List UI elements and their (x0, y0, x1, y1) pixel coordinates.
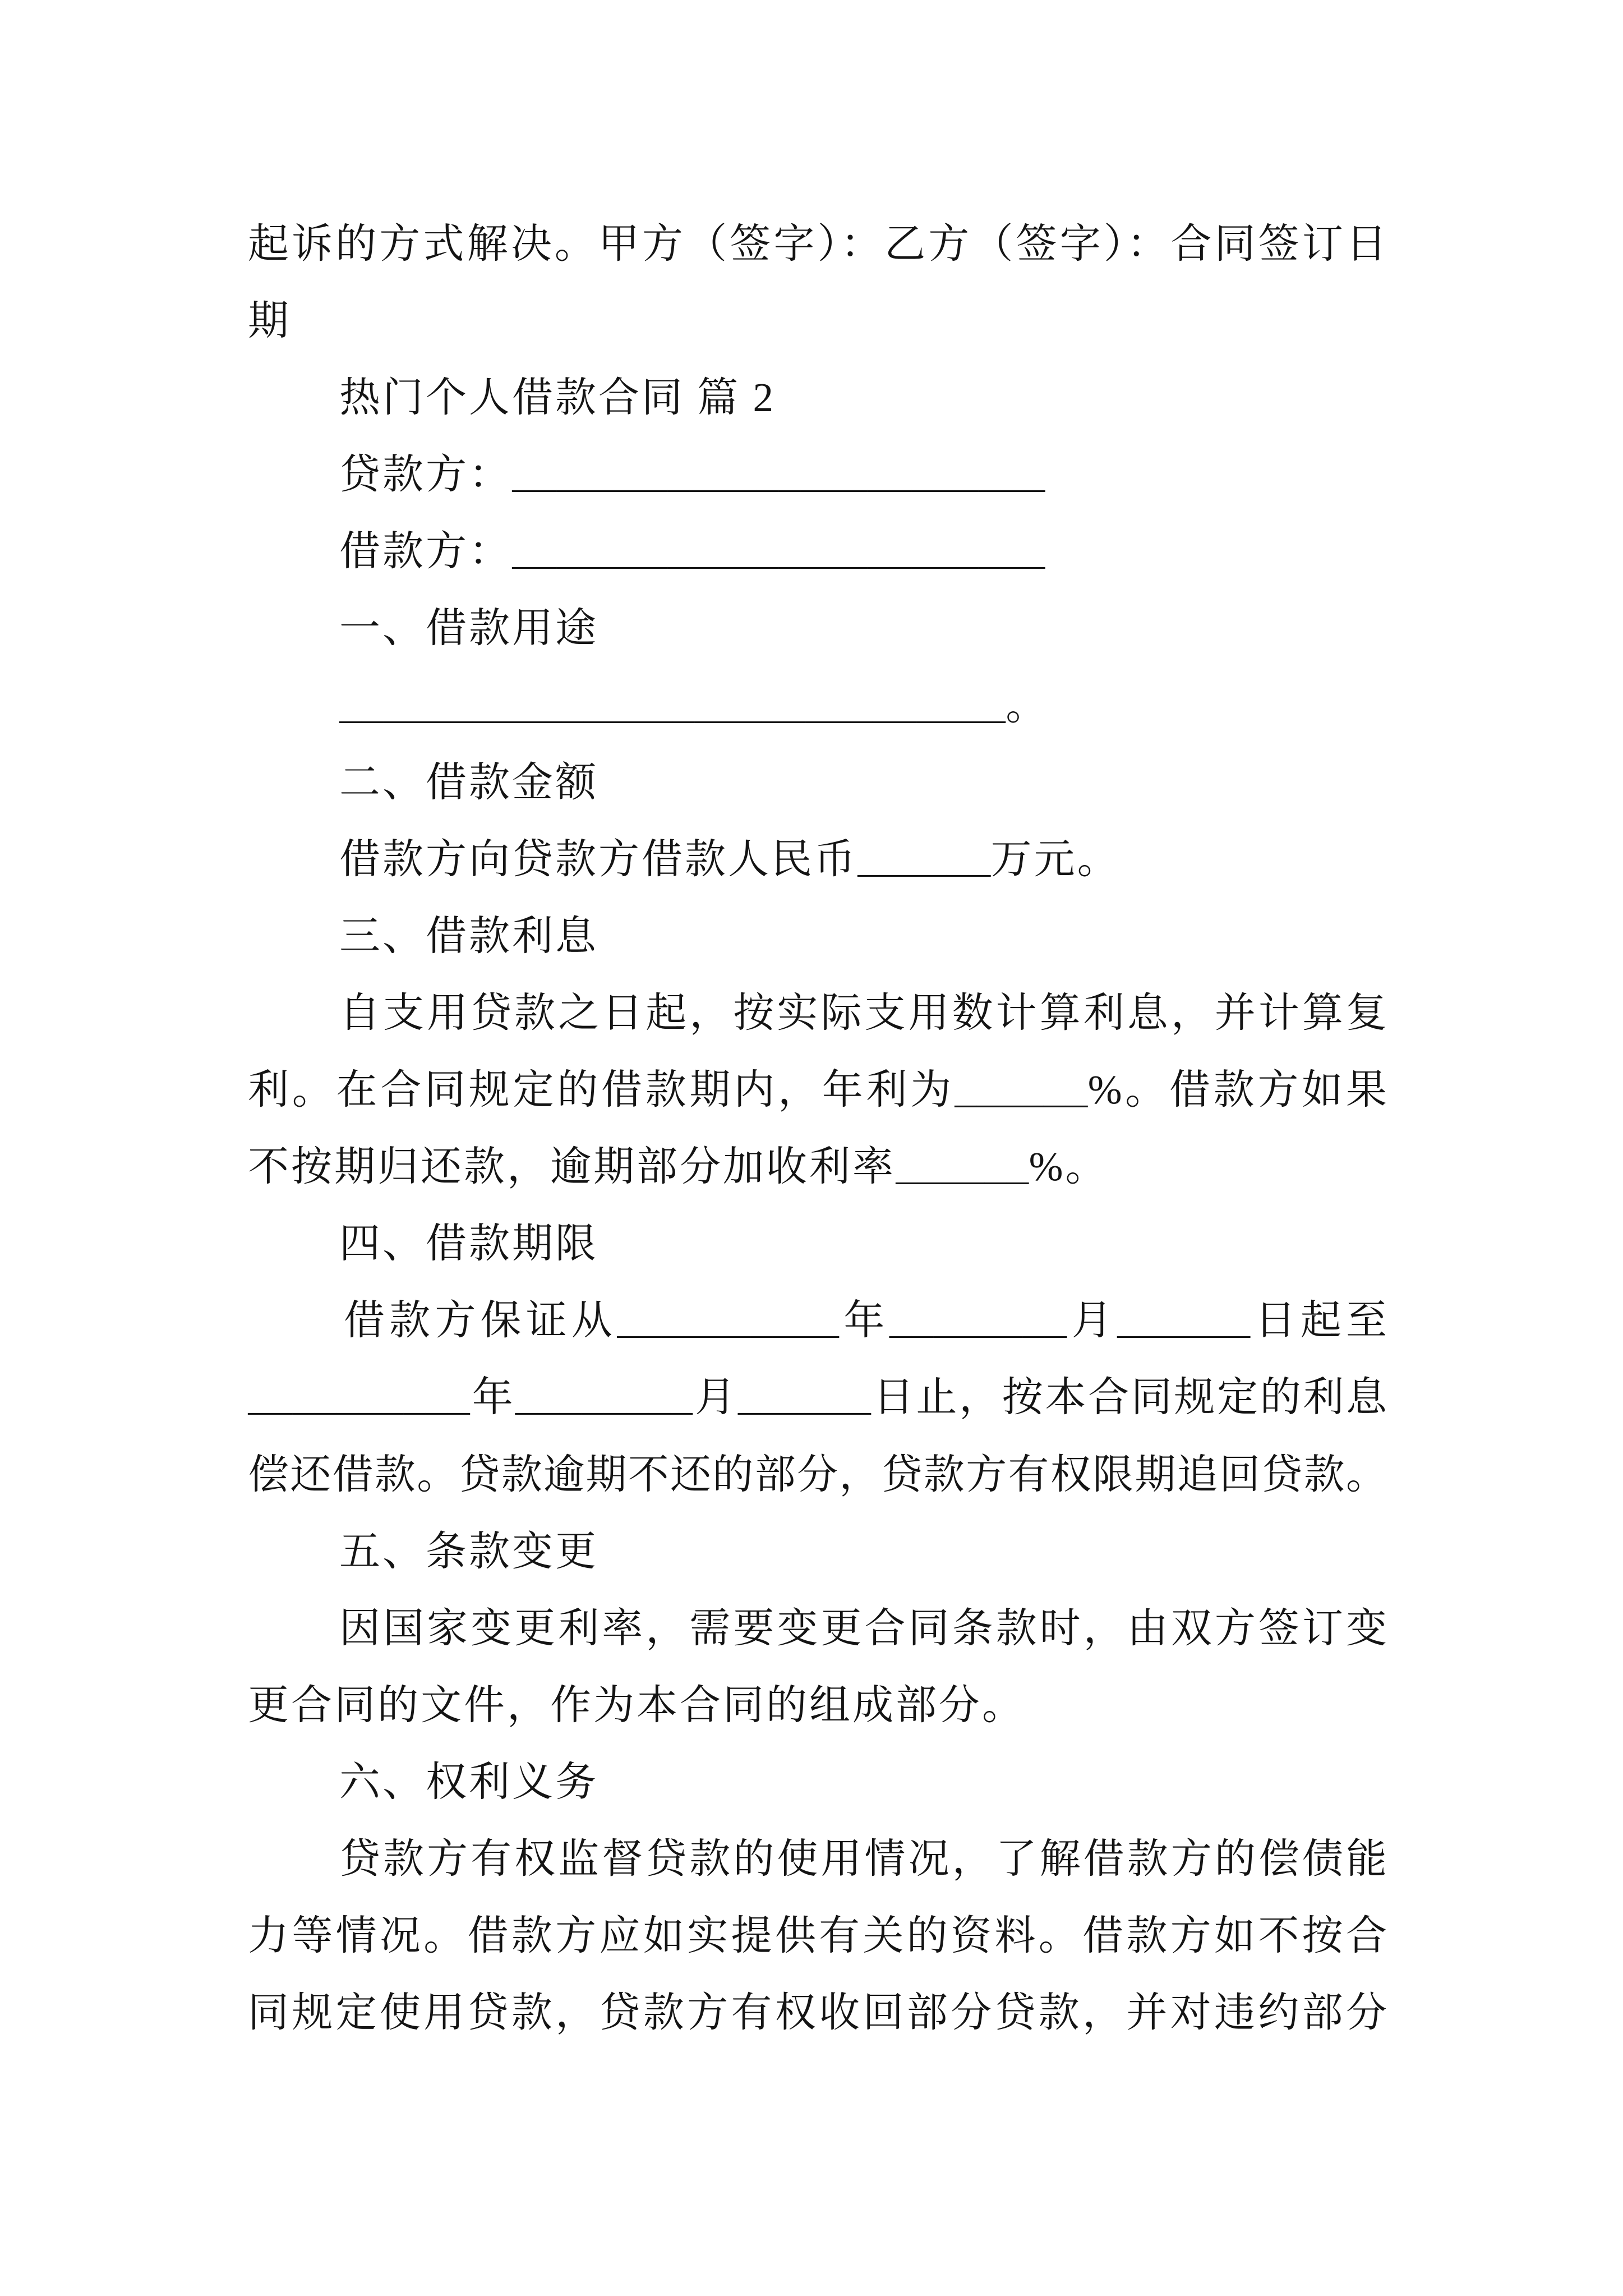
line-text: 月 (693, 1374, 738, 1420)
section-heading-term: 四、借款期限 (339, 1221, 598, 1267)
contract-title: 热门个人借款合同 篇 2 (339, 375, 776, 421)
lender-blank: ________________________ (512, 457, 1045, 500)
section-heading-purpose: 一、借款用途 (339, 605, 598, 651)
paragraph-line: 因国家变更利率，需要变更合同条款时，由双方签订变 (339, 1605, 1387, 1651)
paragraph-line (248, 1128, 1387, 1205)
paragraph-line: 偿还借款。贷款逾期不还的部分，贷款方有权限期追回贷款。 (248, 1451, 1387, 1497)
amount-line (248, 821, 1387, 898)
line-text: 。 (1006, 682, 1049, 728)
paragraph-line: 更合同的文件，作为本合同的组成部分。 (248, 1682, 1025, 1728)
paragraph-line: 力等情况。借款方应如实提供有关的资料。借款方如不按合 (248, 1913, 1387, 1959)
borrower-blank: ________________________ (512, 534, 1045, 577)
previous-paragraph-line: 期 (248, 298, 291, 344)
start-day-blank: ______ (1117, 1303, 1251, 1346)
start-year-blank: __________ (617, 1303, 840, 1346)
end-day-blank: ______ (737, 1380, 872, 1423)
paragraph-line (248, 1051, 1387, 1128)
document-body (248, 205, 1387, 2051)
purpose-line (248, 667, 1387, 744)
line-text: %。借款方如果 (1087, 1067, 1387, 1113)
overdue-rate-blank: ______ (896, 1149, 1029, 1192)
borrower-label: 借款方： (339, 528, 512, 574)
line-text: 年 (839, 1297, 889, 1343)
line-text: 利。在合同规定的借款期内，年利为 (248, 1067, 955, 1113)
line-text: %。 (1029, 1144, 1109, 1190)
line-text: 月 (1067, 1297, 1117, 1343)
line-text: 日起至 (1250, 1297, 1387, 1343)
paragraph-line (248, 1359, 1387, 1435)
line-text: 年 (470, 1374, 515, 1420)
section-heading-rights: 六、权利义务 (339, 1759, 598, 1805)
annual-rate-blank: ______ (955, 1073, 1088, 1115)
borrower-line (248, 513, 1387, 590)
section-heading-changes: 五、条款变更 (339, 1528, 598, 1574)
line-text: 借款方向贷款方借款人民币 (339, 836, 857, 882)
paragraph-line: 贷款方有权监督贷款的使用情况，了解借款方的偿债能 (339, 1835, 1387, 1881)
line-text: 借款方保证从 (344, 1297, 617, 1343)
paragraph-line (248, 1282, 1387, 1359)
end-month-blank: ________ (515, 1380, 693, 1423)
section-heading-amount: 二、借款金额 (339, 759, 598, 805)
purpose-blank: ______________________________ (339, 688, 1006, 730)
start-month-blank: ________ (889, 1303, 1067, 1346)
paragraph-line: 同规定使用贷款，贷款方有权收回部分贷款，并对违约部分 (248, 1990, 1387, 2036)
paragraph-line: 自支用贷款之日起，按实际支用数计算利息，并计算复 (339, 990, 1387, 1036)
line-text: 万元。 (990, 836, 1121, 882)
previous-paragraph-line: 起诉的方式解决。甲方（签字）：乙方（签字）：合同签订日 (248, 221, 1387, 266)
section-heading-interest: 三、借款利息 (339, 913, 598, 959)
lender-line (248, 436, 1387, 513)
amount-blank: ______ (857, 841, 991, 884)
end-year-blank: __________ (248, 1380, 471, 1423)
line-text: 日止，按本合同规定的利息 (871, 1374, 1387, 1420)
line-text: 不按期归还款，逾期部分加收利率 (248, 1144, 896, 1190)
lender-label: 贷款方： (339, 452, 512, 498)
